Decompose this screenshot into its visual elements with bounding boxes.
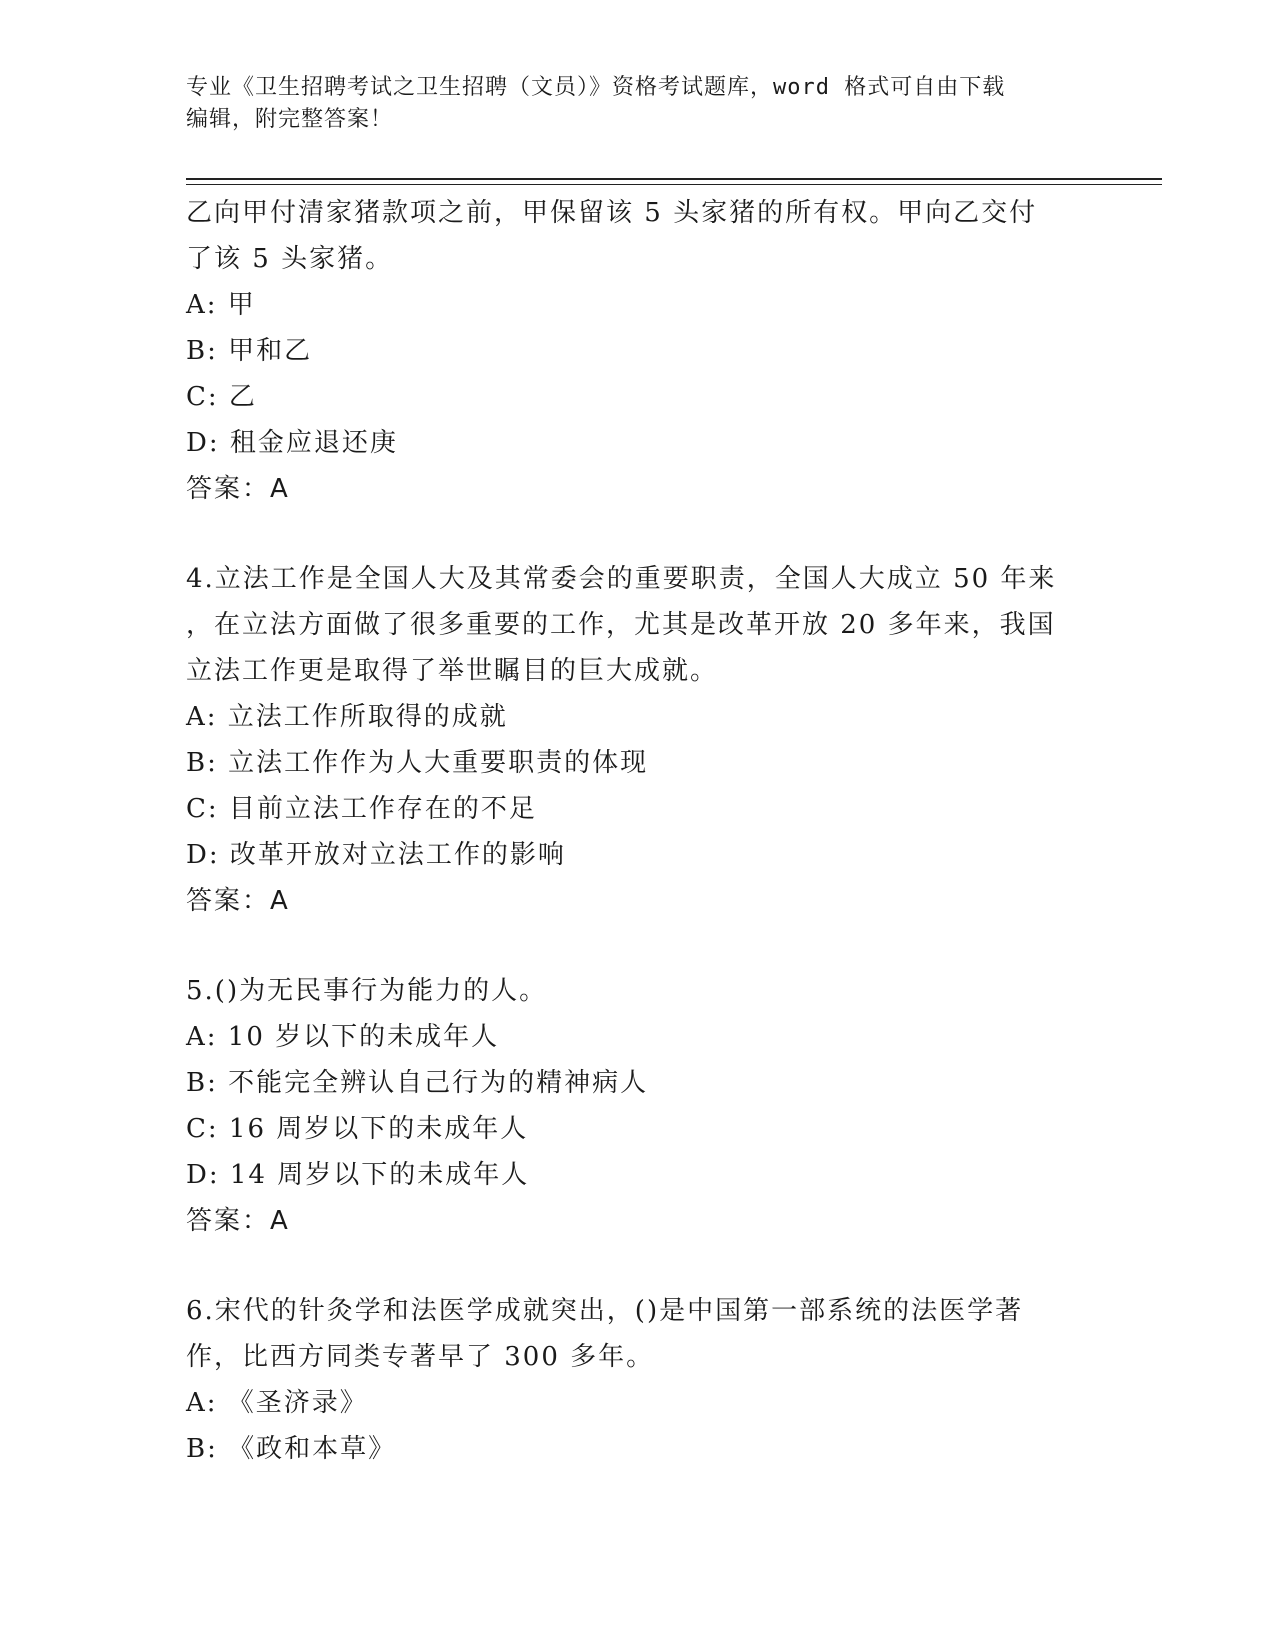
question-stem-line: 乙向甲付清家猪款项之前，甲保留该 5 头家猪的所有权。甲向乙交付 [186, 198, 1038, 228]
question-content [186, 190, 1086, 1472]
option-a: A: 甲 [186, 290, 256, 320]
question-5 [186, 968, 1086, 1244]
option-b: B: 《政和本草》 [186, 1434, 397, 1464]
option-d: D: 租金应退还庚 [186, 428, 398, 458]
option-a: A: 10 岁以下的未成年人 [186, 1022, 500, 1052]
option-c: C: 目前立法工作存在的不足 [186, 794, 537, 824]
option-c: C: 16 周岁以下的未成年人 [186, 1114, 529, 1144]
question-stem-line: 作，比西方同类专著早了 300 多年。 [186, 1342, 655, 1372]
question-stem-line: 5.()为无民事行为能力的人。 [186, 976, 548, 1006]
header-line-1: 专业《卫生招聘考试之卫生招聘（文员）》资格考试题库，word 格式可自由下载 [186, 75, 1006, 100]
question-4 [186, 556, 1086, 924]
question-3-continued [186, 190, 1086, 512]
answer-line: 答案：A [186, 474, 290, 504]
question-stem-line: 6.宋代的针灸学和法医学成就突出，()是中国第一部系统的法医学著 [186, 1296, 1024, 1326]
document-header [186, 72, 1086, 136]
question-stem-line: 了该 5 头家猪。 [186, 244, 394, 274]
header-line-2: 编辑，附完整答案！ [186, 107, 394, 132]
option-b: B: 立法工作作为人大重要职责的体现 [186, 748, 649, 778]
header-divider-thin [186, 184, 1162, 185]
option-c: C: 乙 [186, 382, 257, 412]
question-stem-line: ，在立法方面做了很多重要的工作，尤其是改革开放 20 多年来，我国 [186, 610, 1056, 640]
header-divider-thick [186, 178, 1162, 180]
option-b: B: 不能完全辨认自己行为的精神病人 [186, 1068, 649, 1098]
question-stem-line: 立法工作更是取得了举世瞩目的巨大成就。 [186, 656, 719, 686]
answer-line: 答案：A [186, 1206, 290, 1236]
option-b: B: 甲和乙 [186, 336, 313, 366]
question-stem-line: 4.立法工作是全国人大及其常委会的重要职责，全国人大成立 50 年来 [186, 564, 1057, 594]
option-a: A: 立法工作所取得的成就 [186, 702, 508, 732]
option-d: D: 14 周岁以下的未成年人 [186, 1160, 530, 1190]
question-6 [186, 1288, 1086, 1472]
option-a: A: 《圣济录》 [186, 1388, 368, 1418]
answer-line: 答案：A [186, 886, 290, 916]
option-d: D: 改革开放对立法工作的影响 [186, 840, 566, 870]
